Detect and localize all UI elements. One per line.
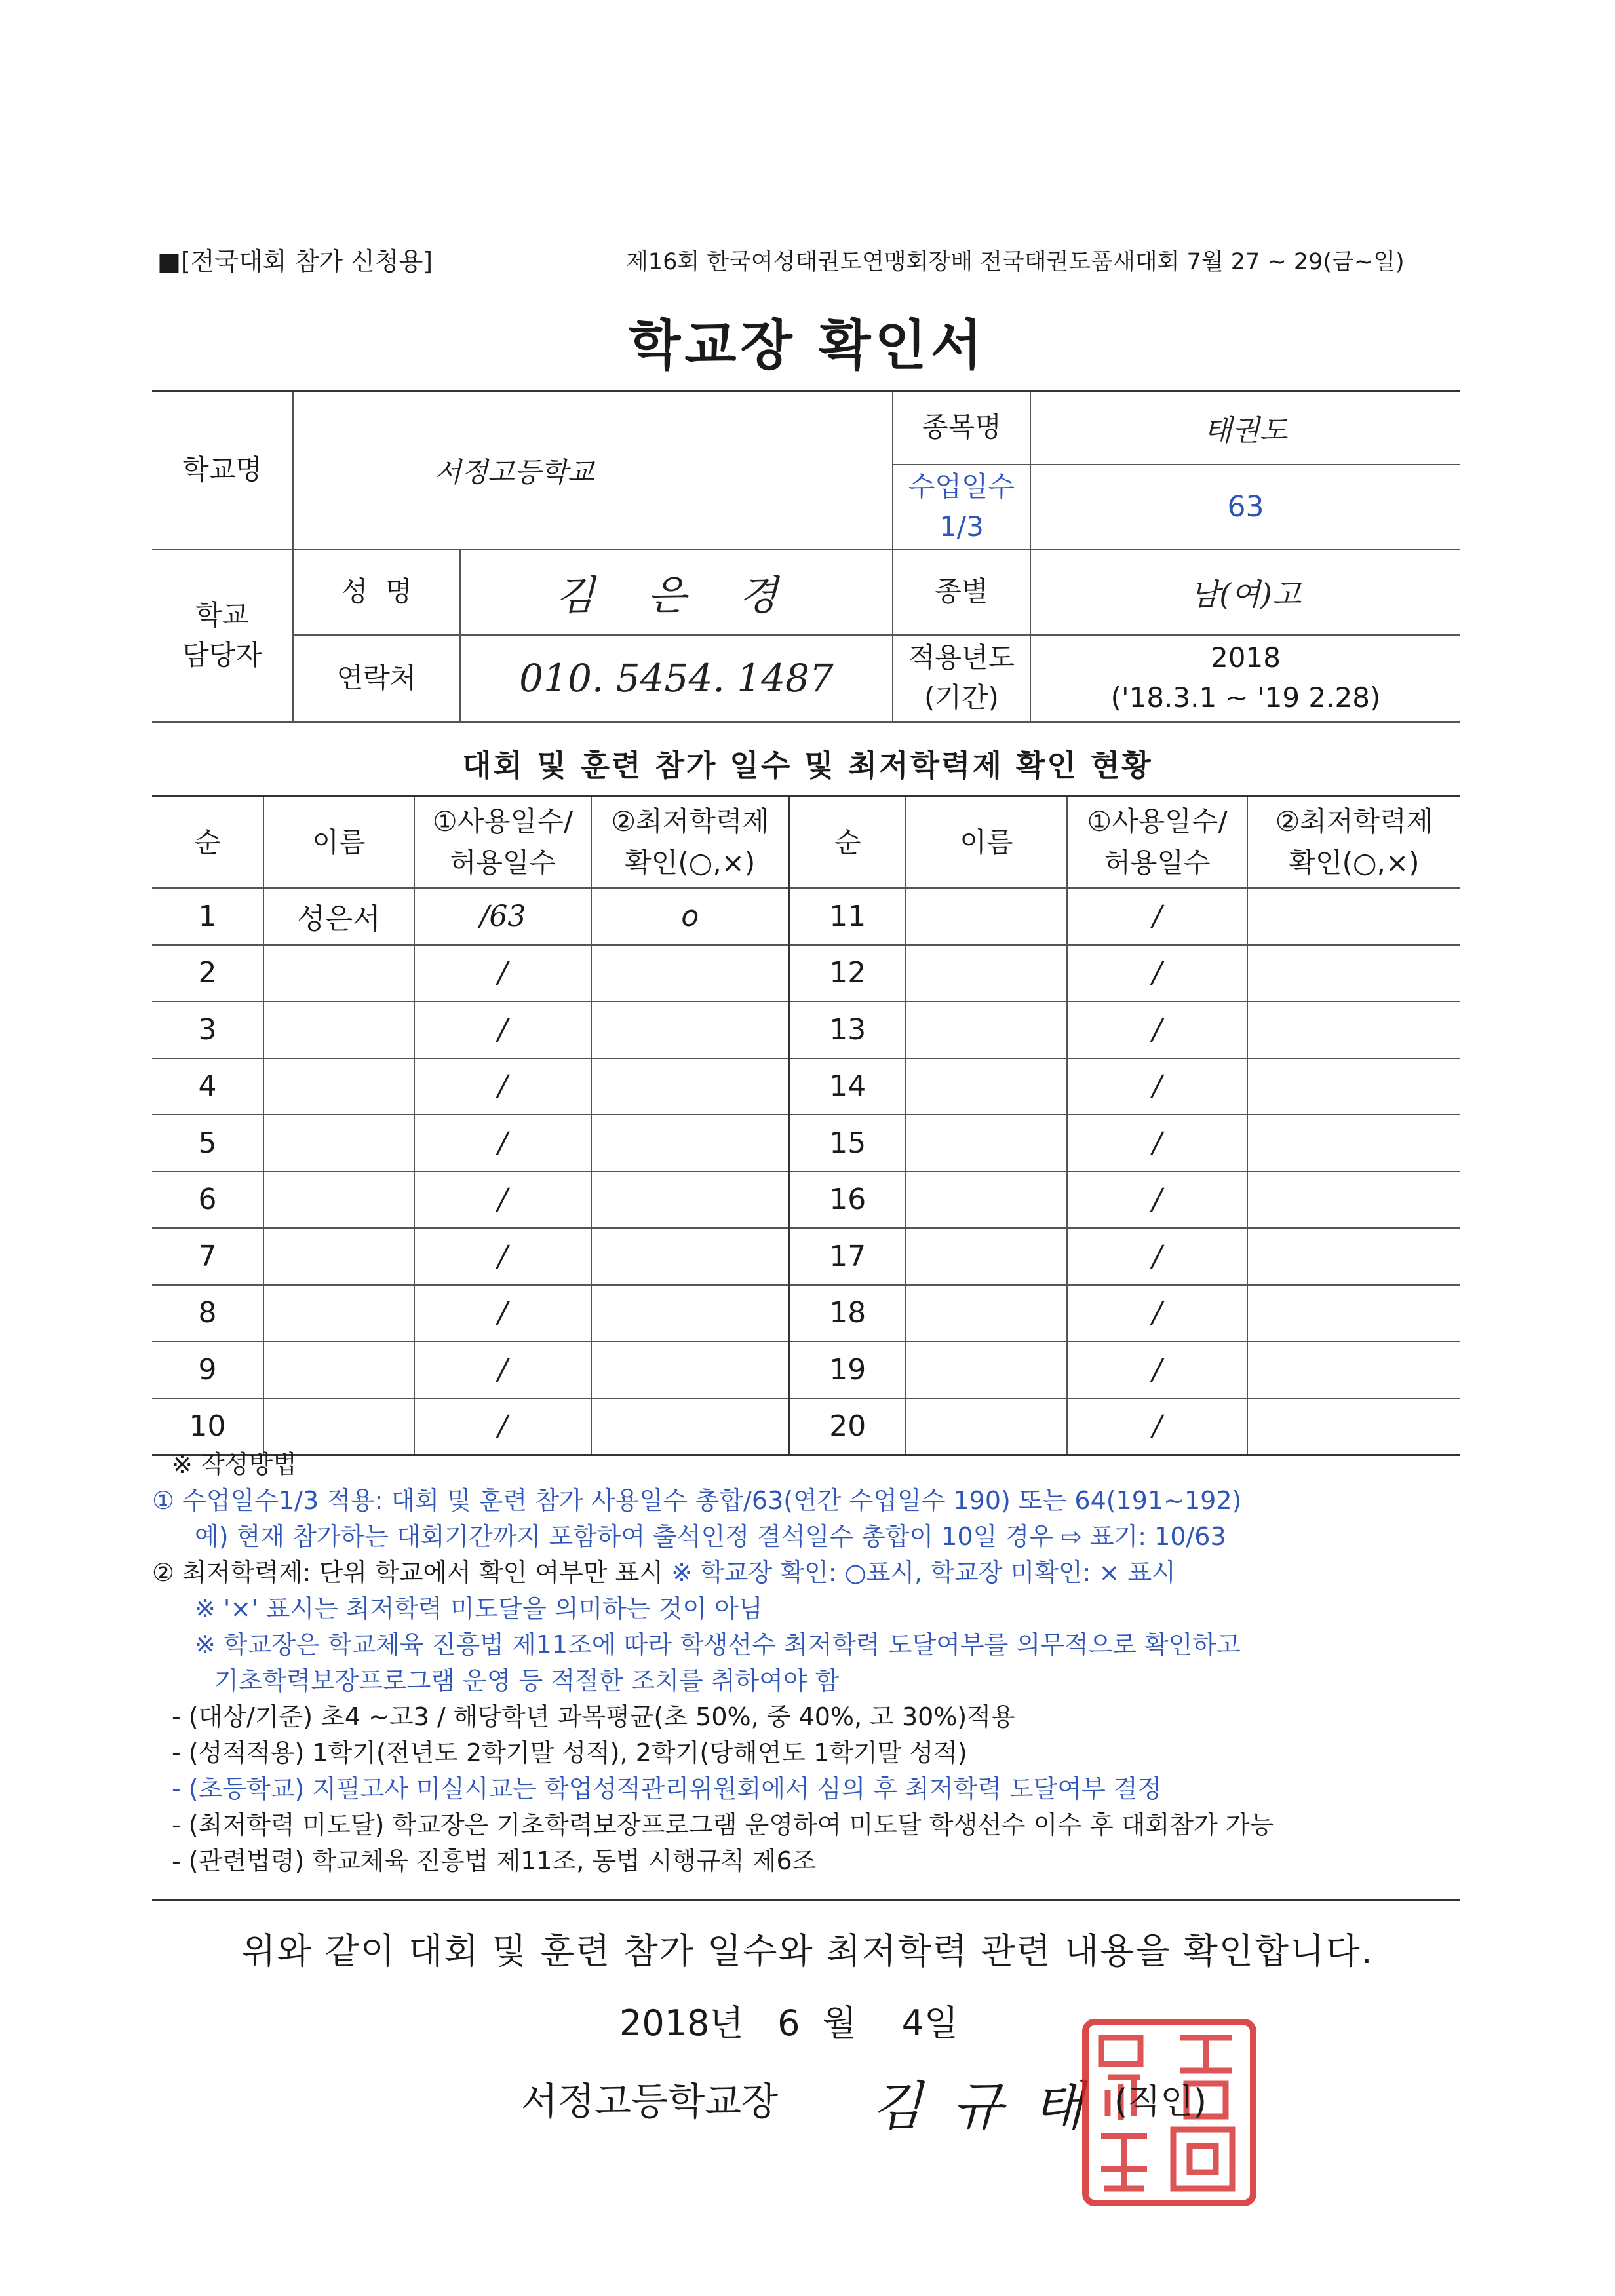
table-row xyxy=(152,1285,1460,1342)
roster-check xyxy=(1247,1228,1460,1285)
sport-label: 종목명 xyxy=(893,391,1030,465)
instructions xyxy=(152,1447,1469,1879)
roster-days: / xyxy=(1067,945,1247,1002)
roster-name xyxy=(906,1341,1067,1398)
note-1-line2: 예) 현재 참가하는 대회기간까지 포함하여 출석인정 결석일수 총합이 10일 경우 ⇨ 표기: 10/63 xyxy=(195,1522,1226,1551)
header-days-line2: 허용일수 xyxy=(1104,847,1211,879)
roster-name xyxy=(263,1001,414,1058)
roster-check xyxy=(591,1058,789,1115)
contact-name-value: 김 은 경 xyxy=(555,571,798,619)
table-row xyxy=(152,1058,1460,1115)
roster-name xyxy=(906,1172,1067,1229)
roster-check xyxy=(591,1341,789,1398)
note-3: ※ '×' 표시는 최저학력 미도달을 의미하는 것이 아님 xyxy=(195,1594,763,1623)
detail-elementary: - (초등학교) 지필고사 미실시교는 학업성적관리위원회에서 심의 후 최저학력 도달여부 결정 xyxy=(172,1774,1162,1803)
roster-check xyxy=(591,1172,789,1229)
contact-phone-value: 010. 5454. 1487 xyxy=(519,656,834,700)
detail-law: - (관련법령) 학교체육 진흥법 제11조, 동법 시행규칙 제6조 xyxy=(172,1846,817,1875)
roster-check xyxy=(591,1115,789,1172)
roster-check xyxy=(1247,888,1460,945)
roster-check xyxy=(1247,1058,1460,1115)
roster-check xyxy=(591,1001,789,1058)
roster-check xyxy=(1247,1341,1460,1398)
table-row xyxy=(152,945,1460,1002)
principal-signature: 김 규 태 xyxy=(872,2076,1090,2137)
roster-name xyxy=(906,1115,1067,1172)
roster-check xyxy=(591,1285,789,1342)
roster-check xyxy=(1247,1172,1460,1229)
header-check xyxy=(591,796,789,889)
header-days-line1: ①사용일수/ xyxy=(432,805,574,837)
roster-subtitle: 대회 및 훈련 참가 일수 및 최저학력제 확인 현황 xyxy=(462,748,1153,783)
year-value-line2: ('18.3.1 ~ '19 2.28) xyxy=(1110,681,1381,714)
confirmation-statement: 위와 같이 대회 및 훈련 참가 일수와 최저학력 관련 내용을 확인합니다. xyxy=(241,1930,1374,1972)
roster-days: / xyxy=(1067,1285,1247,1342)
school-name-value: 서정고등학교 xyxy=(293,391,893,550)
roster-name xyxy=(906,888,1067,945)
school-days-label xyxy=(893,465,1030,550)
roster-no: 3 xyxy=(152,1001,263,1058)
table-row xyxy=(152,1172,1460,1229)
header-check-line2: 확인(○,×) xyxy=(625,847,756,879)
roster-no: 1 xyxy=(152,888,263,945)
roster-days: / xyxy=(1067,1172,1247,1229)
contact-name-label: 성 명 xyxy=(293,550,460,635)
note-1-line1: ① 수업일수1/3 적용: 대회 및 훈련 참가 사용일수 총합/63(연간 수업일수 190) 또는 64(191~192) xyxy=(152,1486,1242,1515)
roster-days: / xyxy=(414,1341,591,1398)
roster-days: / xyxy=(414,1115,591,1172)
roster-no: 20 xyxy=(789,1398,906,1455)
header-check xyxy=(1247,796,1460,889)
year-label-line1: 적용년도 xyxy=(908,641,1015,674)
roster-no: 17 xyxy=(789,1228,906,1285)
contact-group-line2: 담당자 xyxy=(182,639,262,671)
instructions-heading: ※ 작성방법 xyxy=(172,1450,297,1479)
roster-days: / xyxy=(414,945,591,1002)
header-check-line1: ②최저학력제 xyxy=(1275,805,1433,837)
note-4-line2: 기초학력보장프로그램 운영 등 적절한 조치를 취하여야 함 xyxy=(214,1666,840,1695)
header-name: 이름 xyxy=(263,796,414,889)
year-value-line1: 2018 xyxy=(1211,641,1281,674)
school-name-label: 학교명 xyxy=(152,391,293,550)
roster-no: 16 xyxy=(789,1172,906,1229)
roster-no: 4 xyxy=(152,1058,263,1115)
roster-table xyxy=(152,795,1460,1456)
detail-below-min: - (최저학력 미도달) 학교장은 기초학력보장프로그램 운영하여 미도달 학생선수 이수 후 대회참가 가능 xyxy=(172,1810,1274,1839)
roster-days: /63 xyxy=(414,888,591,945)
note-2-text: ② 최저학력제: 단위 학교에서 확인 여부만 표시 xyxy=(152,1558,664,1587)
roster-no: 19 xyxy=(789,1341,906,1398)
school-days-label-line2: 1/3 xyxy=(939,510,984,543)
roster-name xyxy=(263,1172,414,1229)
roster-no: 15 xyxy=(789,1115,906,1172)
school-days-label-line1: 수업일수 xyxy=(908,470,1015,503)
table-row xyxy=(152,1001,1460,1058)
school-info-table xyxy=(152,390,1460,723)
roster-no: 18 xyxy=(789,1285,906,1342)
seal-label: (직인) xyxy=(1114,2082,1207,2122)
note-2 xyxy=(152,1555,1469,1591)
header-name: 이름 xyxy=(906,796,1067,889)
detail-grades: - (성적적용) 1학기(전년도 2학기말 성적), 2학기(당해연도 1학기말 성적) xyxy=(172,1738,967,1767)
table-row xyxy=(152,1341,1460,1398)
roster-check: o xyxy=(591,888,789,945)
header-days xyxy=(1067,796,1247,889)
gender-label: 종별 xyxy=(893,550,1030,635)
roster-no: 11 xyxy=(789,888,906,945)
roster-check xyxy=(591,945,789,1002)
roster-check xyxy=(1247,945,1460,1002)
year-label xyxy=(893,635,1030,722)
issue-date: 2018년 6 월 4일 xyxy=(619,2002,959,2044)
header-no: 순 xyxy=(789,796,906,889)
roster-days: / xyxy=(1067,1115,1247,1172)
header-days-line1: ①사용일수/ xyxy=(1087,805,1228,837)
form-type-label: ■[전국대회 참가 신청용] xyxy=(157,247,433,276)
roster-name xyxy=(263,1228,414,1285)
sport-value: 태권도 xyxy=(1203,413,1288,448)
roster-no: 10 xyxy=(152,1398,263,1455)
roster-no: 2 xyxy=(152,945,263,1002)
contact-phone-label: 연락처 xyxy=(293,635,460,722)
roster-name xyxy=(906,1285,1067,1342)
roster-name xyxy=(263,1115,414,1172)
roster-check xyxy=(591,1228,789,1285)
detail-target: - (대상/기준) 초4 ~고3 / 해당학년 과목평균(초 50%, 중 40%, 고 30%)적용 xyxy=(172,1702,1015,1731)
table-row xyxy=(152,888,1460,945)
contact-group-label xyxy=(152,550,293,722)
event-title: 제16회 한국여성태권도연맹회장배 전국태권도품새대회 7월 27 ~ 29(금~일) xyxy=(626,249,1405,275)
roster-days: / xyxy=(1067,1001,1247,1058)
school-days-value: 63 xyxy=(1030,465,1460,550)
roster-name: 성은서 xyxy=(263,888,414,945)
note-4-line1: ※ 학교장은 학교체육 진흥법 제11조에 따라 학생선수 최저학력 도달여부를 의무적으로 확인하고 xyxy=(195,1630,1241,1659)
principal-title: 서정고등학교장 xyxy=(521,2079,779,2124)
header-days xyxy=(414,796,591,889)
contact-group-line1: 학교 xyxy=(195,599,249,632)
roster-name xyxy=(263,945,414,1002)
roster-days: / xyxy=(1067,1398,1247,1455)
table-row xyxy=(152,1115,1460,1172)
header-no: 순 xyxy=(152,796,263,889)
divider xyxy=(152,1899,1460,1901)
roster-days: / xyxy=(414,1398,591,1455)
roster-no: 13 xyxy=(789,1001,906,1058)
roster-name xyxy=(906,1058,1067,1115)
note-2-marking: ※ 학교장 확인: ○표시, 학교장 미확인: × 표시 xyxy=(663,1558,1176,1587)
roster-check xyxy=(1247,1001,1460,1058)
roster-name xyxy=(906,1001,1067,1058)
roster-days: / xyxy=(414,1058,591,1115)
roster-no: 7 xyxy=(152,1228,263,1285)
year-label-line2: (기간) xyxy=(924,681,999,714)
roster-name xyxy=(906,945,1067,1002)
roster-name xyxy=(263,1285,414,1342)
roster-no: 6 xyxy=(152,1172,263,1229)
roster-days: / xyxy=(414,1285,591,1342)
roster-no: 8 xyxy=(152,1285,263,1342)
roster-days: / xyxy=(1067,1228,1247,1285)
roster-no: 5 xyxy=(152,1115,263,1172)
table-row xyxy=(152,1228,1460,1285)
header-days-line2: 허용일수 xyxy=(449,847,556,879)
roster-days: / xyxy=(1067,1058,1247,1115)
roster-no: 9 xyxy=(152,1341,263,1398)
roster-name xyxy=(263,1341,414,1398)
roster-no: 14 xyxy=(789,1058,906,1115)
year-value xyxy=(1030,635,1460,722)
roster-days: / xyxy=(414,1228,591,1285)
gender-value: 남(여)고 xyxy=(1190,576,1302,612)
roster-days: / xyxy=(414,1001,591,1058)
roster-days: / xyxy=(414,1172,591,1229)
roster-no: 12 xyxy=(789,945,906,1002)
roster-days: / xyxy=(1067,1341,1247,1398)
roster-days: / xyxy=(1067,888,1247,945)
roster-name xyxy=(906,1228,1067,1285)
roster-check xyxy=(1247,1115,1460,1172)
roster-name xyxy=(263,1058,414,1115)
header-check-line2: 확인(○,×) xyxy=(1289,847,1420,879)
document-title: 학교장 확인서 xyxy=(629,315,986,377)
roster-check xyxy=(1247,1285,1460,1342)
header-check-line1: ②최저학력제 xyxy=(611,805,769,837)
